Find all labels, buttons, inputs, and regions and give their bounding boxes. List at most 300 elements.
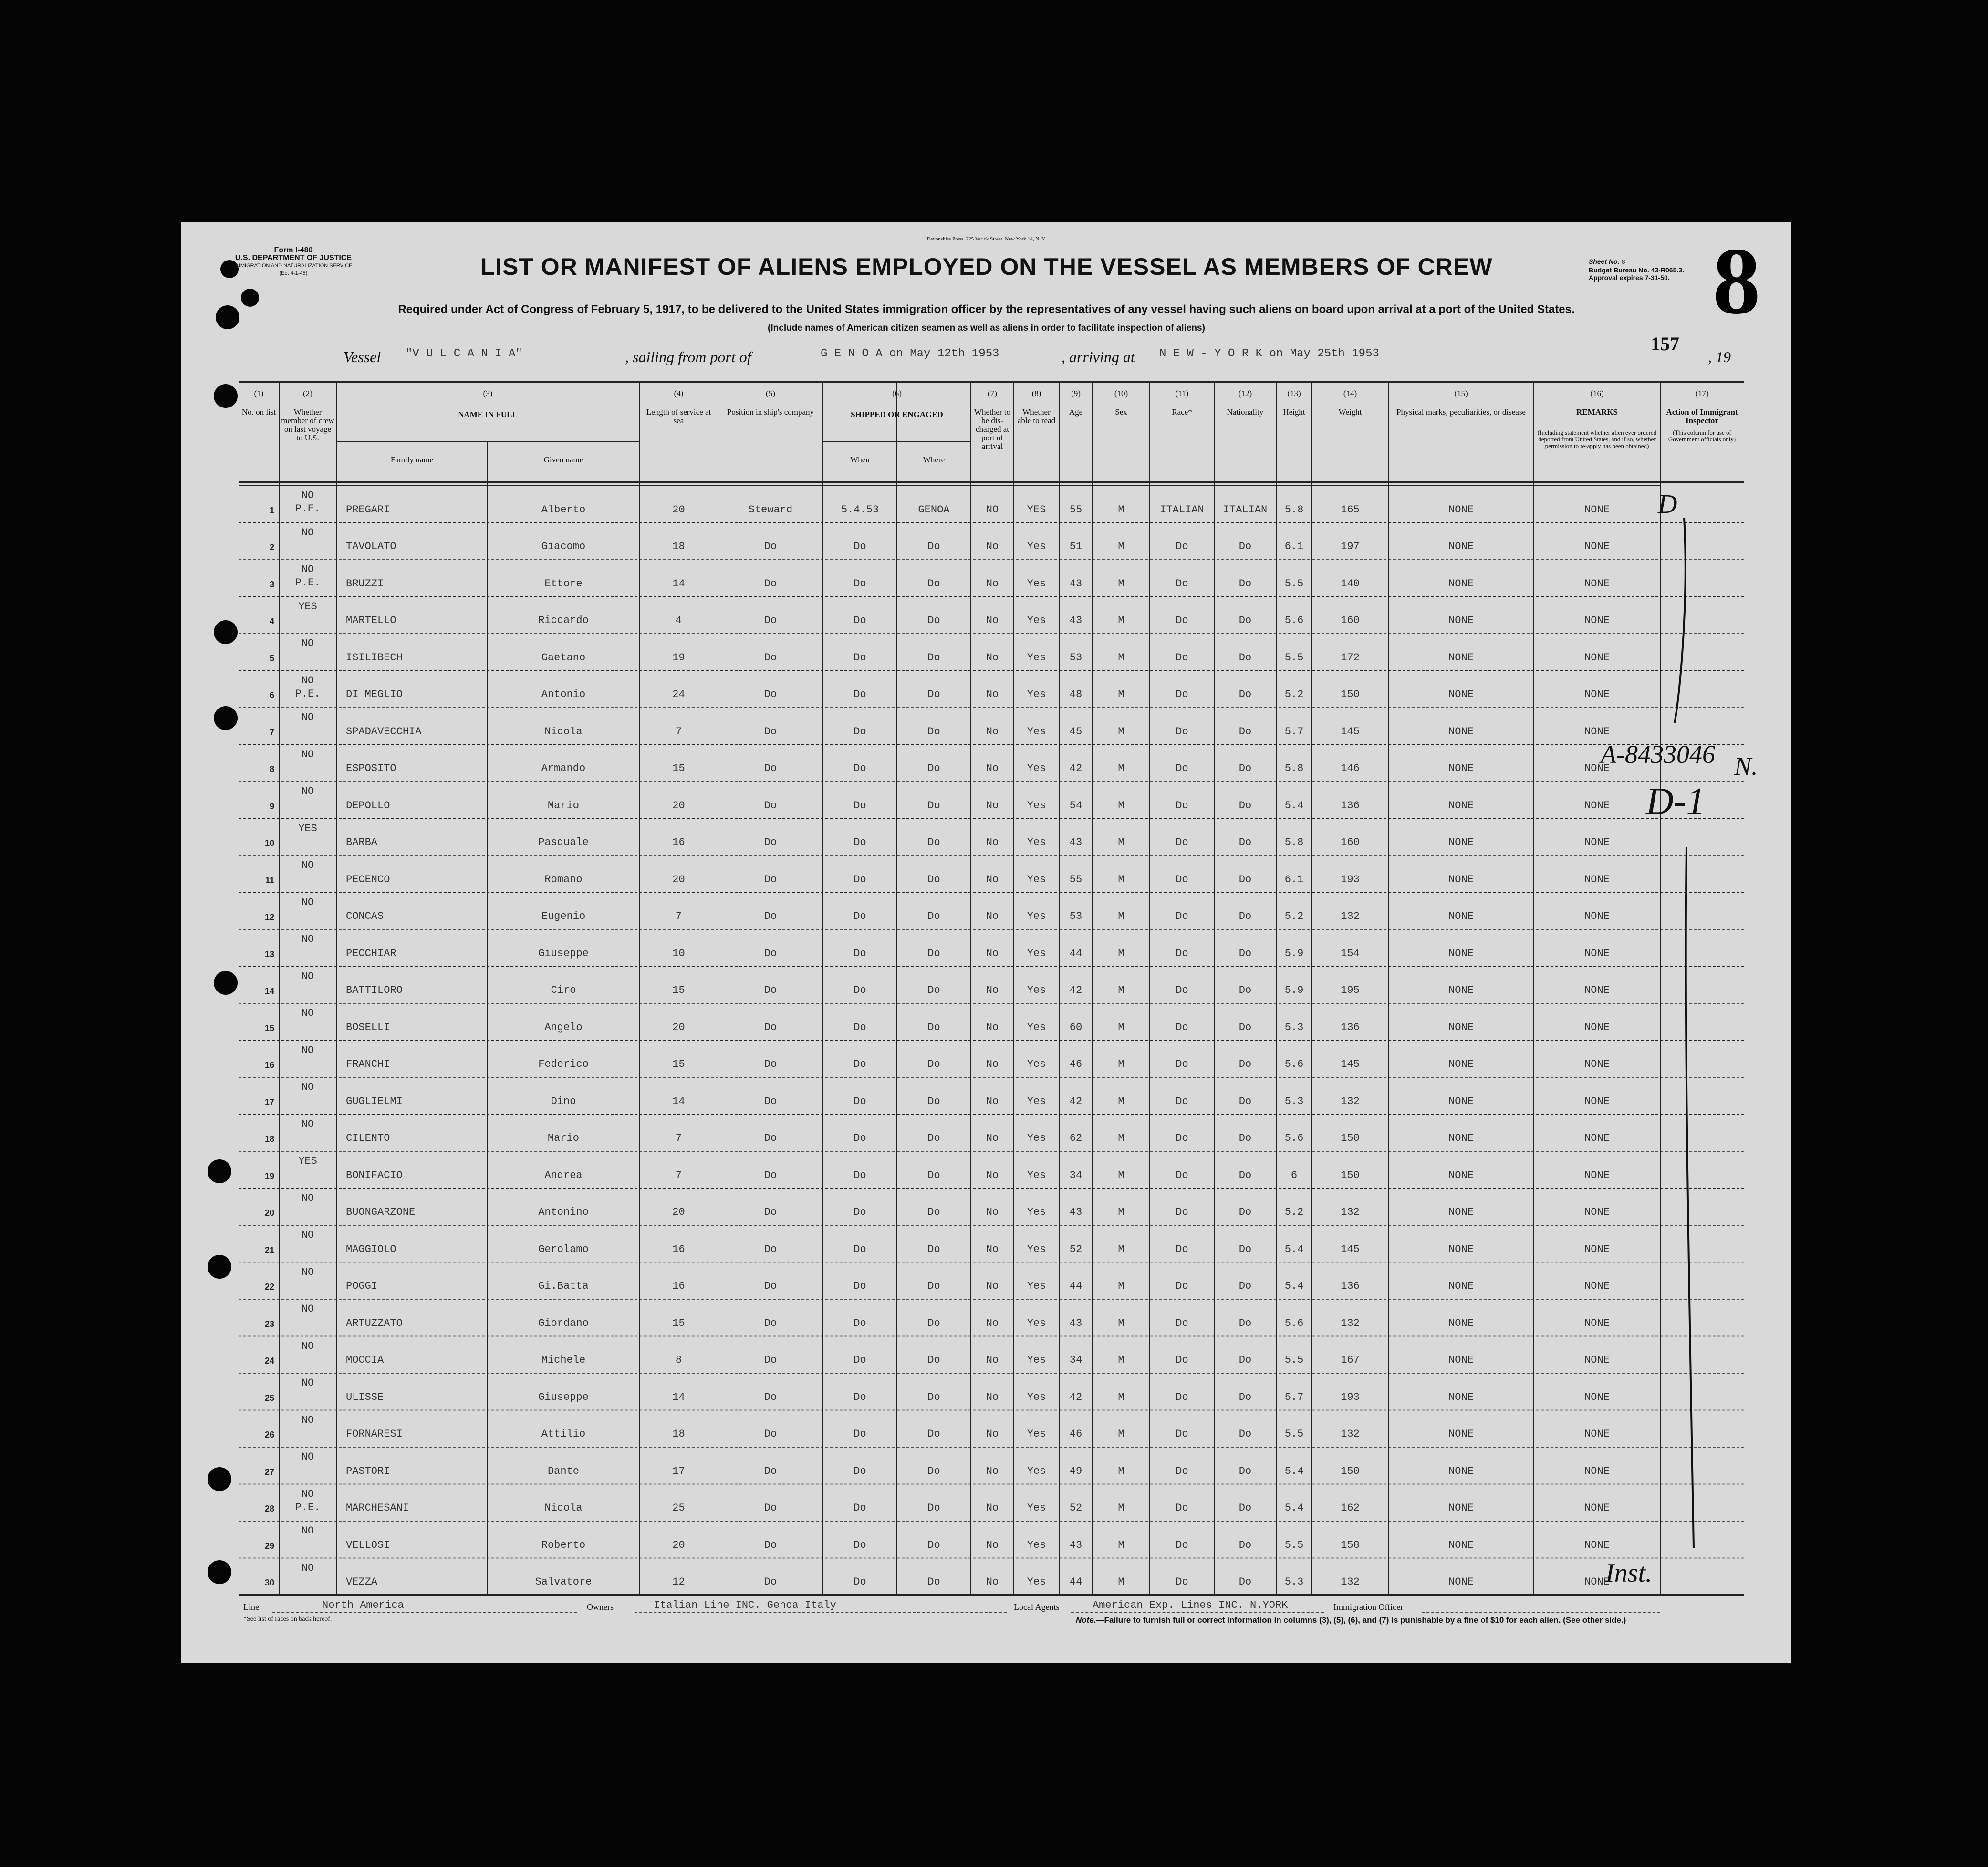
marks-value: NONE bbox=[1448, 1206, 1474, 1218]
marks-value: NONE bbox=[1448, 1539, 1474, 1551]
last-voyage-value: NO bbox=[301, 1451, 314, 1463]
service-value: 15 bbox=[672, 984, 685, 996]
given-name: Gi.Batta bbox=[538, 1280, 589, 1292]
given-name: Antonino bbox=[538, 1206, 589, 1218]
position-value: Do bbox=[764, 1576, 777, 1588]
sex-value: M bbox=[1118, 1539, 1124, 1551]
age-value: 44 bbox=[1069, 1576, 1082, 1588]
last-voyage-value: NO bbox=[301, 1488, 314, 1500]
family-name: MAGGIOLO bbox=[346, 1243, 396, 1255]
where-value: Do bbox=[927, 1243, 940, 1255]
age-value: 46 bbox=[1069, 1058, 1082, 1070]
row-number: 6 bbox=[269, 690, 274, 700]
row-number: 15 bbox=[264, 1023, 274, 1033]
row-number: 4 bbox=[269, 616, 274, 626]
when-value: Do bbox=[853, 1539, 866, 1551]
race-value: Do bbox=[1176, 688, 1188, 700]
family-name: VELLOSI bbox=[346, 1539, 390, 1551]
given-name: Attilio bbox=[541, 1428, 586, 1440]
weight-value: 136 bbox=[1341, 799, 1360, 812]
where-value: Do bbox=[927, 615, 940, 626]
nationality-value: Do bbox=[1239, 1502, 1252, 1514]
family-name: GUGLIELMI bbox=[346, 1095, 403, 1107]
height-value: 5.5 bbox=[1284, 651, 1304, 664]
row-number: 16 bbox=[264, 1060, 274, 1070]
remarks-value: NONE bbox=[1584, 984, 1610, 996]
marks-value: NONE bbox=[1448, 1021, 1474, 1033]
nationality-value: Do bbox=[1239, 1465, 1252, 1477]
remarks-value: NONE bbox=[1584, 1354, 1610, 1366]
sex-value: M bbox=[1118, 1021, 1124, 1033]
position-value: Do bbox=[764, 984, 777, 996]
marks-value: NONE bbox=[1448, 1095, 1474, 1107]
last-voyage-value: NO bbox=[301, 1303, 314, 1315]
weight-value: 195 bbox=[1341, 984, 1360, 996]
age-value: 62 bbox=[1069, 1132, 1082, 1144]
read-value: Yes bbox=[1027, 984, 1046, 996]
marks-value: NONE bbox=[1448, 836, 1474, 848]
last-voyage-value: NO bbox=[301, 1007, 314, 1019]
row-number: 2 bbox=[269, 542, 274, 552]
when-value: Do bbox=[853, 541, 866, 553]
nationality-value: Do bbox=[1239, 541, 1252, 553]
when-value: 5.4.53 bbox=[841, 503, 879, 516]
sex-value: M bbox=[1118, 910, 1124, 922]
when-value: Do bbox=[853, 615, 866, 626]
where-value: Do bbox=[927, 947, 940, 960]
column-number: (4) bbox=[674, 389, 684, 398]
row-number: 11 bbox=[265, 875, 274, 885]
service-value: 16 bbox=[672, 1243, 685, 1255]
last-voyage-value: NO bbox=[301, 674, 314, 687]
remarks-value: NONE bbox=[1584, 1428, 1610, 1440]
age-value: 34 bbox=[1069, 1169, 1082, 1181]
form-department: U.S. DEPARTMENT OF JUSTICE bbox=[235, 254, 352, 262]
last-voyage-value: NO bbox=[301, 1525, 314, 1537]
race-value: Do bbox=[1176, 1539, 1188, 1551]
read-value: Yes bbox=[1027, 799, 1046, 812]
position-value: Do bbox=[764, 1465, 777, 1477]
position-value: Do bbox=[764, 577, 777, 590]
read-value: Yes bbox=[1027, 1317, 1046, 1329]
race-value: Do bbox=[1176, 577, 1188, 590]
column-number: (2) bbox=[303, 389, 312, 398]
position-value: Do bbox=[764, 688, 777, 700]
age-value: 54 bbox=[1069, 799, 1082, 812]
when-value: Do bbox=[853, 799, 866, 812]
race-value: Do bbox=[1176, 1428, 1188, 1440]
last-voyage-value: NO bbox=[301, 1377, 314, 1389]
weight-value: 150 bbox=[1341, 1465, 1360, 1477]
weight-value: 132 bbox=[1341, 1428, 1360, 1440]
discharged-value: No bbox=[986, 651, 999, 664]
handwritten-inst: Inst. bbox=[1605, 1558, 1652, 1588]
height-value: 5.9 bbox=[1284, 947, 1304, 960]
height-value: 5.8 bbox=[1284, 503, 1304, 516]
column-number: (13) bbox=[1287, 389, 1301, 398]
sex-value: M bbox=[1118, 1206, 1124, 1218]
family-name: PASTORI bbox=[346, 1465, 390, 1477]
remarks-value: NONE bbox=[1584, 1021, 1610, 1033]
when-value: Do bbox=[853, 1058, 866, 1070]
when-value: Do bbox=[853, 1132, 866, 1144]
given-name: Armando bbox=[541, 762, 586, 774]
last-voyage-value: NO bbox=[301, 785, 314, 797]
where-value: Do bbox=[927, 1021, 940, 1033]
discharged-value: No bbox=[986, 1539, 999, 1551]
column-header: Physical marks, peculiarities, or disease bbox=[1396, 407, 1526, 417]
discharged-value: No bbox=[986, 577, 999, 590]
where-value: Do bbox=[927, 836, 940, 848]
column-header: No. on list bbox=[241, 407, 276, 417]
given-name: Federico bbox=[538, 1058, 589, 1070]
weight-value: 132 bbox=[1341, 910, 1360, 922]
service-value: 20 bbox=[672, 799, 685, 812]
given-name: Nicola bbox=[544, 725, 583, 738]
given-name: Angelo bbox=[544, 1021, 583, 1033]
column-number: (7) bbox=[988, 389, 997, 398]
last-voyage-value: NO bbox=[301, 1562, 314, 1574]
weight-value: 150 bbox=[1341, 1169, 1360, 1181]
note-text: —Failure to furnish full or correct information in columns (3), (5), (6), and (7) is punishable by a fine of $10 for each alien. (See other side.) bbox=[1096, 1616, 1626, 1625]
nationality-value: Do bbox=[1239, 1095, 1252, 1107]
where-value: Do bbox=[927, 1428, 940, 1440]
race-value: Do bbox=[1176, 1354, 1188, 1366]
sex-value: M bbox=[1118, 1169, 1124, 1181]
read-value: Yes bbox=[1027, 1280, 1046, 1292]
column-number: (14) bbox=[1343, 389, 1357, 398]
arriving-at: N E W - Y O R K on May 25th 1953 bbox=[1159, 347, 1379, 360]
service-value: 20 bbox=[672, 1021, 685, 1033]
position-value: Do bbox=[764, 1354, 777, 1366]
handwritten-mark: D bbox=[1658, 490, 1677, 519]
height-value: 5.3 bbox=[1284, 1021, 1304, 1033]
read-value: Yes bbox=[1027, 1576, 1046, 1588]
where-value: Do bbox=[927, 1132, 940, 1144]
age-value: 49 bbox=[1069, 1465, 1082, 1477]
race-value: Do bbox=[1176, 1317, 1188, 1329]
remarks-value: NONE bbox=[1584, 651, 1610, 664]
pe-mark: P.E. bbox=[295, 577, 321, 589]
sex-value: M bbox=[1118, 577, 1124, 590]
discharged-value: No bbox=[986, 762, 999, 774]
subheader-where: Where bbox=[923, 455, 945, 464]
age-value: 52 bbox=[1069, 1243, 1082, 1255]
service-value: 16 bbox=[672, 836, 685, 848]
race-value: Do bbox=[1176, 1576, 1188, 1588]
sex-value: M bbox=[1118, 651, 1124, 664]
race-value: Do bbox=[1176, 1169, 1188, 1181]
family-name: PREGARI bbox=[346, 503, 390, 516]
row-number: 21 bbox=[264, 1245, 274, 1255]
column-number: (1) bbox=[254, 389, 264, 398]
line-value: North America bbox=[322, 1599, 404, 1611]
column-number: (12) bbox=[1238, 389, 1252, 398]
when-value: Do bbox=[853, 1428, 866, 1440]
sex-value: M bbox=[1118, 1095, 1124, 1107]
last-voyage-value: NO bbox=[301, 1118, 314, 1130]
family-name: TAVOLATO bbox=[346, 541, 396, 553]
service-value: 4 bbox=[675, 615, 682, 626]
service-value: 18 bbox=[672, 1428, 685, 1440]
position-value: Do bbox=[764, 1243, 777, 1255]
race-value: Do bbox=[1176, 1132, 1188, 1144]
height-value: 5.4 bbox=[1284, 1465, 1304, 1477]
remarks-value: NONE bbox=[1584, 1243, 1610, 1255]
sex-value: M bbox=[1118, 1354, 1124, 1366]
family-name: PECENCO bbox=[346, 873, 390, 886]
height-value: 5.4 bbox=[1284, 799, 1304, 812]
service-value: 15 bbox=[672, 1058, 685, 1070]
family-name: BUONGARZONE bbox=[346, 1206, 416, 1218]
position-value: Do bbox=[764, 1539, 777, 1551]
remarks-value: NONE bbox=[1584, 688, 1610, 700]
discharged-value: No bbox=[986, 836, 999, 848]
where-value: GENOA bbox=[918, 503, 950, 516]
sex-value: M bbox=[1118, 1058, 1124, 1070]
remarks-value: NONE bbox=[1584, 762, 1610, 774]
family-name: BARBA bbox=[346, 836, 378, 848]
sex-value: M bbox=[1118, 947, 1124, 960]
race-value: Do bbox=[1176, 1243, 1188, 1255]
read-value: Yes bbox=[1027, 1095, 1046, 1107]
pe-mark: P.E. bbox=[295, 688, 321, 700]
discharged-value: No bbox=[986, 1206, 999, 1218]
when-value: Do bbox=[853, 1095, 866, 1107]
given-name: Pasquale bbox=[538, 836, 589, 848]
column-number: (5) bbox=[766, 389, 775, 398]
service-value: 12 bbox=[672, 1576, 685, 1588]
manifest-sheet bbox=[181, 222, 1791, 1663]
family-name: BATTILORO bbox=[346, 984, 403, 996]
remarks-value: NONE bbox=[1584, 799, 1610, 812]
family-name: ULISSE bbox=[346, 1391, 384, 1403]
nationality-value: Do bbox=[1239, 577, 1252, 590]
row-number: 23 bbox=[264, 1319, 274, 1329]
where-value: Do bbox=[927, 1280, 940, 1292]
where-value: Do bbox=[927, 1206, 940, 1218]
discharged-value: No bbox=[986, 1391, 999, 1403]
nationality-value: Do bbox=[1239, 615, 1252, 626]
when-value: Do bbox=[853, 1391, 866, 1403]
column-header: Weight bbox=[1338, 407, 1362, 417]
family-name: DI MEGLIO bbox=[346, 688, 403, 700]
race-value: Do bbox=[1176, 1021, 1188, 1033]
height-value: 5.4 bbox=[1284, 1243, 1304, 1255]
remarks-value: NONE bbox=[1584, 1206, 1610, 1218]
where-value: Do bbox=[927, 873, 940, 886]
remarks-value: NONE bbox=[1584, 1539, 1610, 1551]
nationality-value: Do bbox=[1239, 947, 1252, 960]
when-value: Do bbox=[853, 762, 866, 774]
where-value: Do bbox=[927, 984, 940, 996]
sex-value: M bbox=[1118, 1502, 1124, 1514]
weight-value: 150 bbox=[1341, 688, 1360, 700]
service-value: 7 bbox=[675, 1132, 682, 1144]
marks-value: NONE bbox=[1448, 873, 1474, 886]
column-number: (15) bbox=[1454, 389, 1468, 398]
weight-value: 193 bbox=[1341, 873, 1360, 886]
row-number: 9 bbox=[269, 801, 274, 811]
nationality-value: Do bbox=[1239, 910, 1252, 922]
where-value: Do bbox=[927, 688, 940, 700]
given-name: Dino bbox=[551, 1095, 576, 1107]
column-header: Nationality bbox=[1227, 407, 1264, 417]
remarks-value: NONE bbox=[1584, 1576, 1610, 1588]
height-value: 5.5 bbox=[1284, 1539, 1304, 1551]
row-number: 24 bbox=[264, 1356, 274, 1366]
discharged-value: No bbox=[986, 984, 999, 996]
row-number: 12 bbox=[264, 912, 274, 922]
read-value: Yes bbox=[1027, 725, 1046, 738]
position-value: Do bbox=[764, 1206, 777, 1218]
form-service: IMMIGRATION AND NATURALIZATION SERVICE bbox=[234, 263, 353, 269]
where-value: Do bbox=[927, 799, 940, 812]
marks-value: NONE bbox=[1448, 577, 1474, 590]
sex-value: M bbox=[1118, 984, 1124, 996]
marks-value: NONE bbox=[1448, 799, 1474, 812]
row-number: 17 bbox=[264, 1097, 274, 1107]
pe-mark: P.E. bbox=[295, 1501, 321, 1513]
sex-value: M bbox=[1118, 688, 1124, 700]
given-name: Salvatore bbox=[535, 1576, 592, 1588]
remarks-value: NONE bbox=[1584, 836, 1610, 848]
marks-value: NONE bbox=[1448, 947, 1474, 960]
column-number: (3) bbox=[483, 389, 493, 398]
sex-value: M bbox=[1118, 1317, 1124, 1329]
row-number: 27 bbox=[264, 1467, 274, 1477]
sex-value: M bbox=[1118, 541, 1124, 553]
weight-value: 132 bbox=[1341, 1317, 1360, 1329]
remarks-value: NONE bbox=[1584, 873, 1610, 886]
race-value: Do bbox=[1176, 1391, 1188, 1403]
given-name: Gerolamo bbox=[538, 1243, 589, 1255]
approval-expiry: Approval expires 7-31-50. bbox=[1589, 274, 1670, 282]
position-value: Steward bbox=[748, 503, 793, 516]
officer-label: Immigration Officer bbox=[1333, 1602, 1404, 1612]
note-prefix: Note. bbox=[1076, 1616, 1096, 1625]
agents-value: American Exp. Lines INC. N.YORK bbox=[1093, 1599, 1288, 1611]
height-value: 5.6 bbox=[1284, 615, 1304, 626]
service-value: 17 bbox=[672, 1465, 685, 1477]
marks-value: NONE bbox=[1448, 1132, 1474, 1144]
nationality-value: Do bbox=[1239, 725, 1252, 738]
row-number: 30 bbox=[264, 1578, 274, 1587]
age-value: 42 bbox=[1069, 984, 1082, 996]
position-value: Do bbox=[764, 1095, 777, 1107]
column-header: REMARKS bbox=[1576, 407, 1618, 417]
remarks-value: NONE bbox=[1584, 1132, 1610, 1144]
weight-value: 145 bbox=[1341, 1243, 1360, 1255]
remarks-value: NONE bbox=[1584, 1502, 1610, 1514]
column-header-note: (Including statement whether alien ever ordered deported from United States, and if so, whether permission to re-apply has been obtained) bbox=[1537, 429, 1657, 449]
marks-value: NONE bbox=[1448, 1243, 1474, 1255]
sheet-value: 8 bbox=[1621, 259, 1625, 266]
when-value: Do bbox=[853, 1354, 866, 1366]
subheader-when: When bbox=[850, 455, 870, 464]
last-voyage-value: NO bbox=[301, 526, 314, 539]
read-value: Yes bbox=[1027, 651, 1046, 664]
age-value: 51 bbox=[1069, 541, 1082, 553]
handwritten-d1: D-1 bbox=[1646, 781, 1706, 823]
family-name: CILENTO bbox=[346, 1132, 390, 1144]
when-value: Do bbox=[853, 1502, 866, 1514]
family-name: FRANCHI bbox=[346, 1058, 390, 1070]
position-value: Do bbox=[764, 1169, 777, 1181]
document-subtitle: Required under Act of Congress of February 5, 1917, to be delivered to the United States immigration officer by the representatives of any vessel having such aliens on board upon arrival at a port of the United States. bbox=[398, 303, 1575, 316]
height-value: 5.4 bbox=[1284, 1502, 1304, 1514]
age-value: 43 bbox=[1069, 1317, 1082, 1329]
family-name: ISILIBECH bbox=[346, 651, 403, 664]
column-header: Sex bbox=[1115, 407, 1127, 417]
read-value: Yes bbox=[1027, 1058, 1046, 1070]
service-value: 25 bbox=[672, 1502, 685, 1514]
position-value: Do bbox=[764, 1317, 777, 1329]
given-name: Gaetano bbox=[541, 651, 586, 664]
nationality-value: Do bbox=[1239, 1428, 1252, 1440]
column-header: Whether member of crew on last voyage to U.S. bbox=[281, 407, 334, 442]
where-value: Do bbox=[927, 1169, 940, 1181]
service-value: 15 bbox=[672, 762, 685, 774]
handwritten-alien-number: A-8433046 bbox=[1601, 740, 1715, 769]
position-value: Do bbox=[764, 1132, 777, 1144]
height-value: 5.3 bbox=[1284, 1576, 1304, 1588]
sailing-label: , sailing from port of bbox=[625, 348, 751, 365]
column-header: Whether able to read bbox=[1017, 407, 1056, 425]
where-value: Do bbox=[927, 1502, 940, 1514]
row-number: 1 bbox=[269, 505, 274, 515]
age-value: 34 bbox=[1069, 1354, 1082, 1366]
when-value: Do bbox=[853, 1576, 866, 1588]
printer-credit: Devonshire Press, 225 Varick Street, New York 14, N. Y. bbox=[926, 236, 1046, 242]
row-number: 22 bbox=[264, 1282, 274, 1292]
given-name: Ettore bbox=[544, 577, 583, 590]
height-value: 5.7 bbox=[1284, 725, 1304, 738]
document-subnote: (Include names of American citizen seamen as well as aliens in order to facilitate inspection of aliens) bbox=[768, 323, 1205, 333]
given-name: Alberto bbox=[541, 503, 586, 516]
row-number: 13 bbox=[264, 949, 274, 959]
read-value: Yes bbox=[1027, 1021, 1046, 1033]
given-name: Andrea bbox=[544, 1169, 583, 1181]
weight-value: 172 bbox=[1341, 651, 1360, 664]
column-header: Race* bbox=[1172, 407, 1192, 417]
discharged-value: No bbox=[986, 1169, 999, 1181]
height-value: 5.8 bbox=[1284, 762, 1304, 774]
column-number: (9) bbox=[1071, 389, 1081, 398]
service-value: 20 bbox=[672, 503, 685, 516]
subheader-given-name: Given name bbox=[543, 455, 583, 464]
vessel-label: Vessel bbox=[343, 348, 381, 365]
when-value: Do bbox=[853, 1280, 866, 1292]
when-value: Do bbox=[853, 1169, 866, 1181]
where-value: Do bbox=[927, 1391, 940, 1403]
nationality-value: Do bbox=[1239, 1021, 1252, 1033]
owners-value: Italian Line INC. Genoa Italy bbox=[654, 1599, 836, 1611]
position-value: Do bbox=[764, 836, 777, 848]
where-value: Do bbox=[927, 1095, 940, 1107]
given-name: Nicola bbox=[544, 1502, 583, 1514]
column-number: (6) bbox=[892, 389, 902, 398]
given-name: Antonio bbox=[541, 688, 586, 700]
remarks-value: NONE bbox=[1584, 577, 1610, 590]
pe-mark: P.E. bbox=[295, 503, 321, 515]
marks-value: NONE bbox=[1448, 762, 1474, 774]
read-value: Yes bbox=[1027, 873, 1046, 886]
remarks-value: NONE bbox=[1584, 1095, 1610, 1107]
where-value: Do bbox=[927, 762, 940, 774]
when-value: Do bbox=[853, 688, 866, 700]
height-value: 5.5 bbox=[1284, 577, 1304, 590]
